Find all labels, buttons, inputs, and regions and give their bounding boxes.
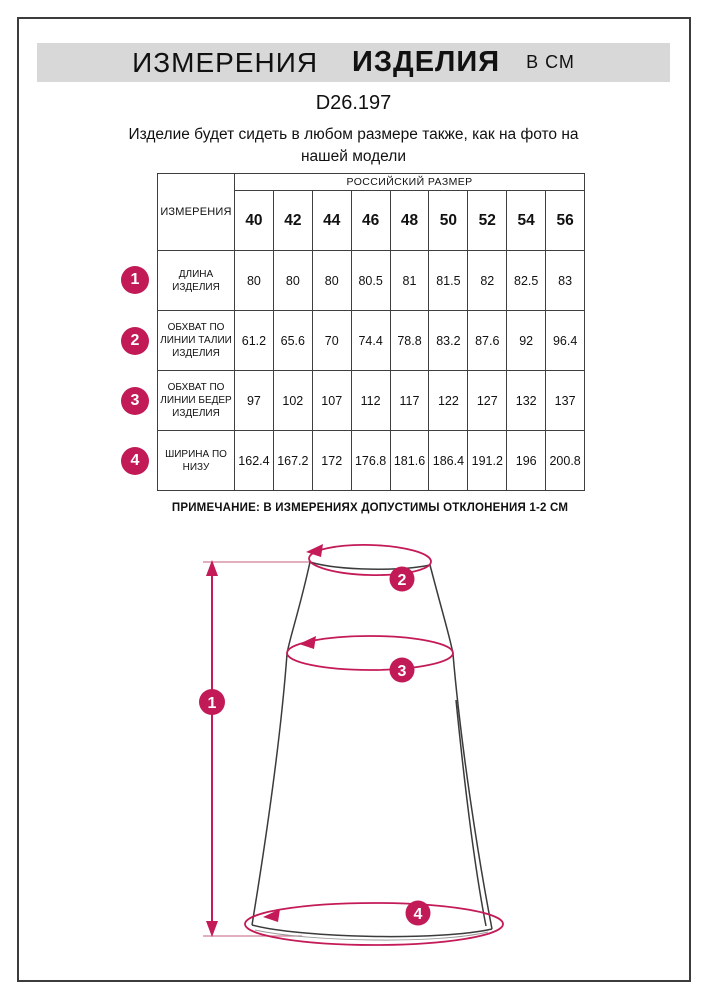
value-cell-r2-s56: 96.4 <box>546 311 585 371</box>
value-cell-r4-s46: 176.8 <box>351 431 390 491</box>
size-header-54: 54 <box>507 191 546 251</box>
waist-girth-ellipse <box>309 543 432 576</box>
value-cell-r2-s44: 70 <box>312 311 351 371</box>
value-cell-r2-s48: 78.8 <box>390 311 429 371</box>
value-cell-r4-s48: 181.6 <box>390 431 429 491</box>
value-cell-r2-s42: 65.6 <box>273 311 312 371</box>
size-header-42: 42 <box>273 191 312 251</box>
page-title: ИЗМЕРЕНИЯ <box>132 46 319 78</box>
value-cell-r4-s40: 162.4 <box>235 431 274 491</box>
callout-2-label: 2 <box>397 572 407 589</box>
value-cell-r3-s48: 117 <box>390 371 429 431</box>
value-cell-r4-s50: 186.4 <box>429 431 468 491</box>
callout-4 <box>406 901 431 926</box>
size-header-52: 52 <box>468 191 507 251</box>
measure-row-label-2: ОБХВАТ ПО ЛИНИИ ТАЛИИ ИЗДЕЛИЯ <box>158 311 235 371</box>
value-cell-r3-s52: 127 <box>468 371 507 431</box>
row-badge-1: 1 <box>121 266 149 294</box>
dimension-arrow-down-icon <box>206 921 218 937</box>
measure-column-header: ИЗМЕРЕНИЯ <box>158 174 235 251</box>
value-cell-r3-s54: 132 <box>507 371 546 431</box>
value-cell-r3-s40: 97 <box>235 371 274 431</box>
hem-girth-ellipse <box>245 903 503 945</box>
skirt-side-slit-line <box>456 700 486 926</box>
size-header-44: 44 <box>312 191 351 251</box>
value-cell-r1-s42: 80 <box>273 251 312 311</box>
callout-1 <box>199 689 225 715</box>
measure-row-label-3: ОБХВАТ ПО ЛИНИИ БЕДЕР ИЗДЕЛИЯ <box>158 371 235 431</box>
value-cell-r3-s56: 137 <box>546 371 585 431</box>
value-cell-r1-s50: 81.5 <box>429 251 468 311</box>
russian-size-group-header: РОССИЙСКИЙ РАЗМЕР <box>235 174 585 191</box>
page-title-bold: ИЗДЕЛИЯ <box>352 46 501 78</box>
size-header-48: 48 <box>390 191 429 251</box>
value-cell-r1-s46: 80.5 <box>351 251 390 311</box>
value-cell-r3-s42: 102 <box>273 371 312 431</box>
measure-row-label-4: ШИРИНА ПО НИЗУ <box>158 431 235 491</box>
callout-2 <box>390 567 415 592</box>
size-header-46: 46 <box>351 191 390 251</box>
callout-4-label: 4 <box>413 906 423 923</box>
value-cell-r3-s46: 112 <box>351 371 390 431</box>
size-header-56: 56 <box>546 191 585 251</box>
tolerance-note: ПРИМЕЧАНИЕ: В ИЗМЕРЕНИЯХ ДОПУСТИМЫ ОТКЛОНЕНИЯ 1-2 СМ <box>171 502 569 514</box>
value-cell-r4-s42: 167.2 <box>273 431 312 491</box>
size-header-40: 40 <box>235 191 274 251</box>
value-cell-r2-s46: 74.4 <box>351 311 390 371</box>
value-cell-r4-s44: 172 <box>312 431 351 491</box>
row-badge-3: 3 <box>121 387 149 415</box>
value-cell-r1-s44: 80 <box>312 251 351 311</box>
value-cell-r1-s48: 81 <box>390 251 429 311</box>
skirt-waist-edge <box>310 562 430 569</box>
value-cell-r1-s40: 80 <box>235 251 274 311</box>
value-cell-r2-s50: 83.2 <box>429 311 468 371</box>
waist-arrow-icon <box>306 544 323 557</box>
callout-1-label: 1 <box>207 695 217 712</box>
value-cell-r4-s56: 200.8 <box>546 431 585 491</box>
callout-3 <box>390 658 415 683</box>
row-badge-2: 2 <box>121 327 149 355</box>
callout-3-label: 3 <box>397 663 407 680</box>
fit-note-text: Изделие будет сидеть в любом размере также, как на фото на нашей модели <box>128 126 579 165</box>
value-cell-r2-s52: 87.6 <box>468 311 507 371</box>
page-title-unit: В СМ <box>526 52 575 72</box>
value-cell-r1-s54: 82.5 <box>507 251 546 311</box>
value-cell-r1-s52: 82 <box>468 251 507 311</box>
row-badge-4: 4 <box>121 447 149 475</box>
measure-row-label-1: ДЛИНА ИЗДЕЛИЯ <box>158 251 235 311</box>
value-cell-r1-s56: 83 <box>546 251 585 311</box>
size-header-50: 50 <box>429 191 468 251</box>
skirt-left-side <box>252 562 310 925</box>
value-cell-r3-s44: 107 <box>312 371 351 431</box>
value-cell-r3-s50: 122 <box>429 371 468 431</box>
value-cell-r4-s54: 196 <box>507 431 546 491</box>
product-code: D26.197 <box>315 92 392 114</box>
value-cell-r2-s40: 61.2 <box>235 311 274 371</box>
value-cell-r4-s52: 191.2 <box>468 431 507 491</box>
value-cell-r2-s54: 92 <box>507 311 546 371</box>
